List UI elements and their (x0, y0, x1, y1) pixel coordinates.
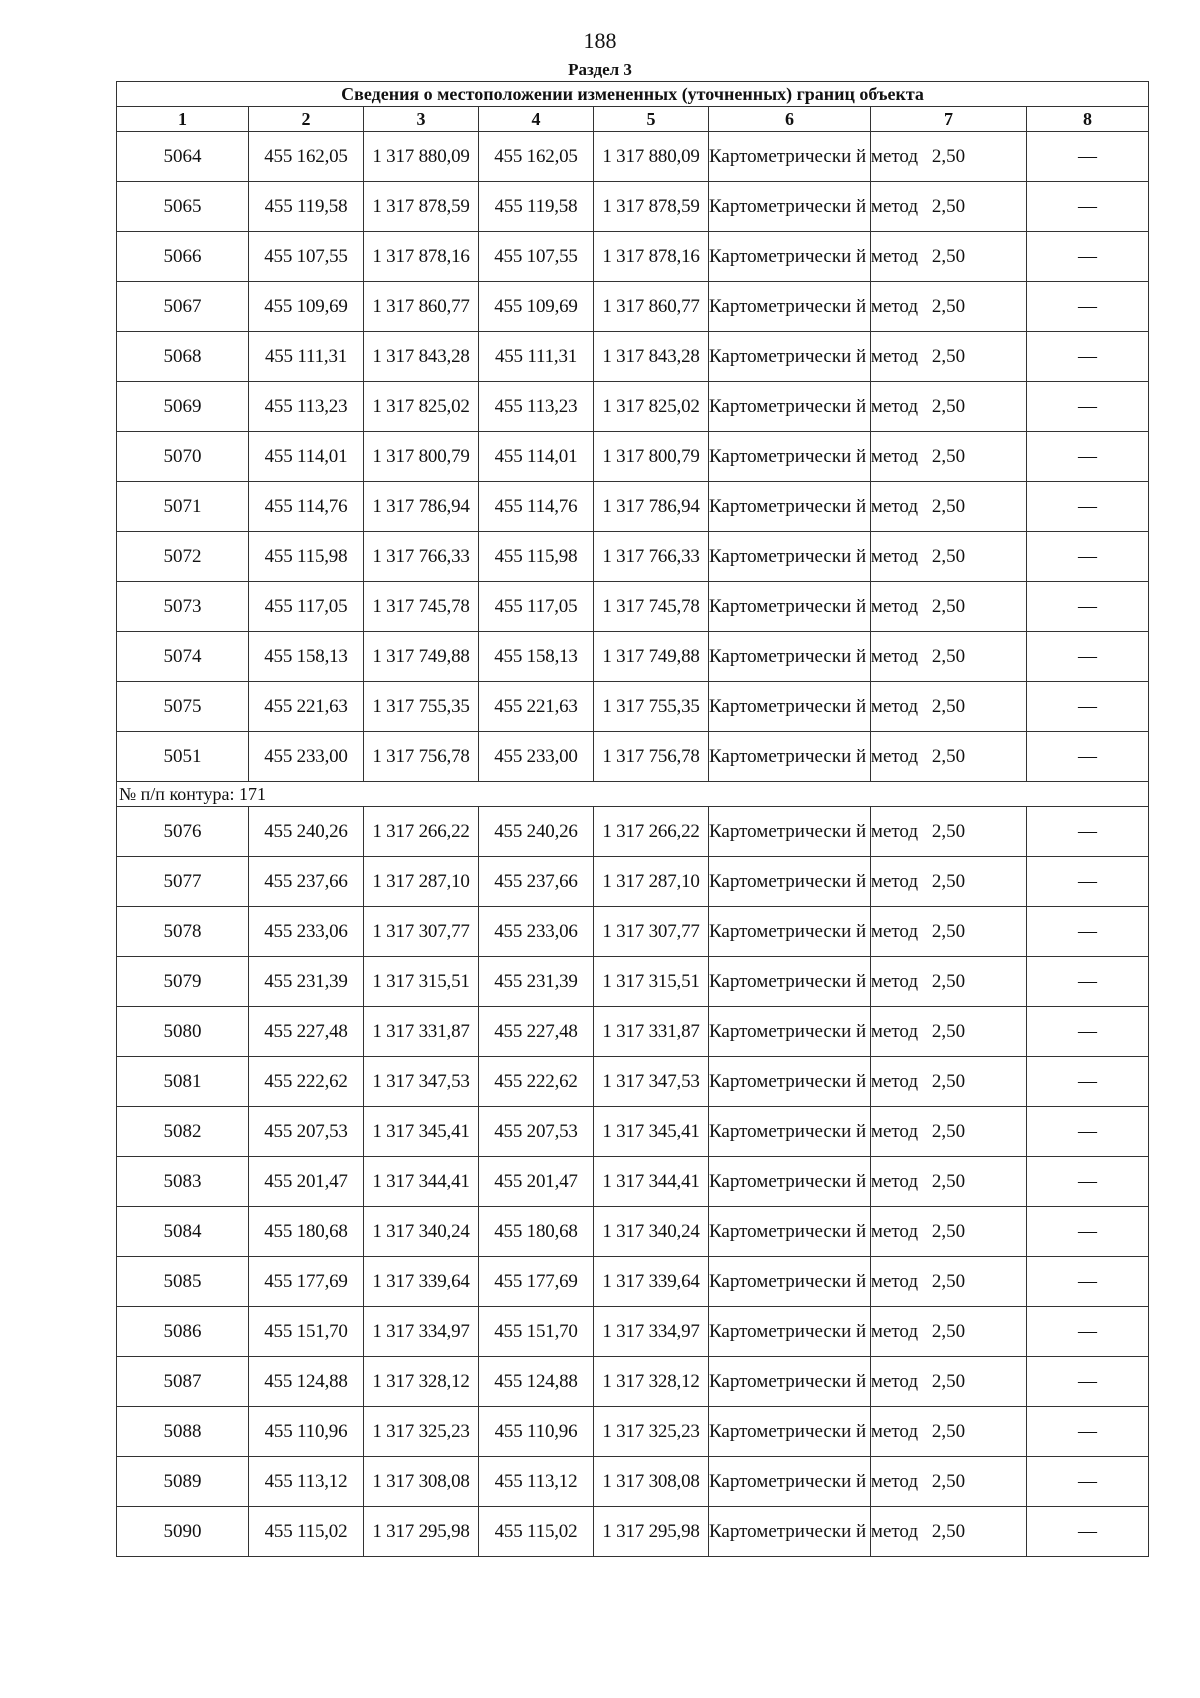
coord-x-cell: 455 107,55 (249, 232, 364, 282)
coord-y-cell: 1 317 800,79 (364, 432, 479, 482)
point-number-cell: 5083 (117, 1157, 249, 1207)
point-number-cell: 5070 (117, 432, 249, 482)
coord-x-cell: 455 201,47 (479, 1157, 594, 1207)
table-row (117, 682, 1149, 732)
precision-cell: 2,50 (871, 857, 1027, 907)
method-cell: Картометрически й метод (709, 1107, 871, 1157)
coord-x-cell: 455 233,00 (479, 732, 594, 782)
coord-x-cell: 455 113,12 (249, 1457, 364, 1507)
point-number-cell: 5075 (117, 682, 249, 732)
table-row (117, 132, 1149, 182)
coord-x-cell: 455 117,05 (249, 582, 364, 632)
method-cell: Картометрически й метод (709, 632, 871, 682)
coord-y-cell: 1 317 825,02 (594, 382, 709, 432)
precision-cell: 2,50 (871, 1357, 1027, 1407)
table-row (117, 957, 1149, 1007)
method-cell: Картометрически й метод (709, 232, 871, 282)
precision-cell: 2,50 (871, 482, 1027, 532)
table-row (117, 332, 1149, 382)
coord-y-cell: 1 317 860,77 (364, 282, 479, 332)
description-cell: — (1027, 1507, 1149, 1557)
method-cell: Картометрически й метод (709, 1507, 871, 1557)
description-cell: — (1027, 532, 1149, 582)
method-cell: Картометрически й метод (709, 532, 871, 582)
method-cell: Картометрически й метод (709, 907, 871, 957)
coord-x-cell: 455 222,62 (249, 1057, 364, 1107)
point-number-cell: 5079 (117, 957, 249, 1007)
precision-cell: 2,50 (871, 382, 1027, 432)
description-cell: — (1027, 382, 1149, 432)
point-number-cell: 5073 (117, 582, 249, 632)
point-number-cell: 5068 (117, 332, 249, 382)
precision-cell: 2,50 (871, 1407, 1027, 1457)
method-cell: Картометрически й метод (709, 382, 871, 432)
table-row (117, 907, 1149, 957)
coord-y-cell: 1 317 266,22 (594, 807, 709, 857)
section-title: Раздел 3 (568, 60, 632, 79)
coord-x-cell: 455 180,68 (249, 1207, 364, 1257)
coord-y-cell: 1 317 347,53 (594, 1057, 709, 1107)
coord-y-cell: 1 317 749,88 (594, 632, 709, 682)
coord-y-cell: 1 317 880,09 (364, 132, 479, 182)
coord-x-cell: 455 117,05 (479, 582, 594, 632)
coord-y-cell: 1 317 308,08 (594, 1457, 709, 1507)
coord-y-cell: 1 317 880,09 (594, 132, 709, 182)
method-cell: Картометрически й метод (709, 1057, 871, 1107)
description-cell: — (1027, 1157, 1149, 1207)
coord-x-cell: 455 240,26 (479, 807, 594, 857)
method-cell: Картометрически й метод (709, 957, 871, 1007)
contour-label: № п/п контура: 171 (117, 782, 1149, 807)
description-cell: — (1027, 1457, 1149, 1507)
coord-y-cell: 1 317 345,41 (594, 1107, 709, 1157)
point-number-cell: 5090 (117, 1507, 249, 1557)
coord-y-cell: 1 317 860,77 (594, 282, 709, 332)
table-row (117, 382, 1149, 432)
column-number-row (117, 107, 1149, 132)
coord-x-cell: 455 114,01 (249, 432, 364, 482)
table-row (117, 1207, 1149, 1257)
coord-y-cell: 1 317 328,12 (364, 1357, 479, 1407)
method-cell: Картометрически й метод (709, 1357, 871, 1407)
method-cell: Картометрически й метод (709, 1407, 871, 1457)
description-cell: — (1027, 632, 1149, 682)
column-number: 7 (871, 107, 1027, 132)
precision-cell: 2,50 (871, 282, 1027, 332)
precision-cell: 2,50 (871, 1107, 1027, 1157)
precision-cell: 2,50 (871, 132, 1027, 182)
description-cell: — (1027, 1107, 1149, 1157)
precision-cell: 2,50 (871, 432, 1027, 482)
column-number: 3 (364, 107, 479, 132)
coord-y-cell: 1 317 878,59 (364, 182, 479, 232)
coord-y-cell: 1 317 756,78 (364, 732, 479, 782)
description-cell: — (1027, 1407, 1149, 1457)
precision-cell: 2,50 (871, 632, 1027, 682)
description-cell: — (1027, 432, 1149, 482)
coord-x-cell: 455 207,53 (479, 1107, 594, 1157)
description-cell: — (1027, 332, 1149, 382)
coord-y-cell: 1 317 825,02 (364, 382, 479, 432)
coord-x-cell: 455 114,76 (479, 482, 594, 532)
point-number-cell: 5081 (117, 1057, 249, 1107)
table-row (117, 1507, 1149, 1557)
coord-x-cell: 455 119,58 (479, 182, 594, 232)
point-number-cell: 5086 (117, 1307, 249, 1357)
coord-y-cell: 1 317 766,33 (364, 532, 479, 582)
coord-x-cell: 455 233,00 (249, 732, 364, 782)
coord-x-cell: 455 162,05 (249, 132, 364, 182)
method-cell: Картометрически й метод (709, 1457, 871, 1507)
coord-y-cell: 1 317 755,35 (364, 682, 479, 732)
column-number: 8 (1027, 107, 1149, 132)
point-number-cell: 5087 (117, 1357, 249, 1407)
coord-x-cell: 455 227,48 (479, 1007, 594, 1057)
point-number-cell: 5076 (117, 807, 249, 857)
coord-y-cell: 1 317 340,24 (364, 1207, 479, 1257)
table-row (117, 1357, 1149, 1407)
precision-cell: 2,50 (871, 1007, 1027, 1057)
description-cell: — (1027, 907, 1149, 957)
coord-y-cell: 1 317 315,51 (364, 957, 479, 1007)
table-row (117, 482, 1149, 532)
coord-x-cell: 455 158,13 (479, 632, 594, 682)
column-number: 2 (249, 107, 364, 132)
point-number-cell: 5051 (117, 732, 249, 782)
precision-cell: 2,50 (871, 1507, 1027, 1557)
table-caption-row (117, 82, 1149, 107)
coord-x-cell: 455 110,96 (249, 1407, 364, 1457)
point-number-cell: 5088 (117, 1407, 249, 1457)
coord-y-cell: 1 317 745,78 (594, 582, 709, 632)
coord-x-cell: 455 162,05 (479, 132, 594, 182)
description-cell: — (1027, 807, 1149, 857)
point-number-cell: 5072 (117, 532, 249, 582)
point-number-cell: 5067 (117, 282, 249, 332)
coord-x-cell: 455 115,02 (479, 1507, 594, 1557)
point-number-cell: 5080 (117, 1007, 249, 1057)
coord-y-cell: 1 317 334,97 (364, 1307, 479, 1357)
coord-x-cell: 455 237,66 (249, 857, 364, 907)
precision-cell: 2,50 (871, 807, 1027, 857)
description-cell: — (1027, 1257, 1149, 1307)
description-cell: — (1027, 1357, 1149, 1407)
coord-x-cell: 455 114,01 (479, 432, 594, 482)
coord-x-cell: 455 107,55 (479, 232, 594, 282)
contour-row (117, 782, 1149, 807)
description-cell: — (1027, 857, 1149, 907)
point-number-cell: 5078 (117, 907, 249, 957)
method-cell: Картометрически й метод (709, 732, 871, 782)
coord-y-cell: 1 317 786,94 (364, 482, 479, 532)
point-number-cell: 5082 (117, 1107, 249, 1157)
method-cell: Картометрически й метод (709, 332, 871, 382)
coord-y-cell: 1 317 345,41 (364, 1107, 479, 1157)
coord-x-cell: 455 231,39 (249, 957, 364, 1007)
coord-x-cell: 455 158,13 (249, 632, 364, 682)
point-number-cell: 5084 (117, 1207, 249, 1257)
description-cell: — (1027, 957, 1149, 1007)
method-cell: Картометрически й метод (709, 857, 871, 907)
method-cell: Картометрически й метод (709, 1257, 871, 1307)
table-row (117, 1007, 1149, 1057)
coord-x-cell: 455 201,47 (249, 1157, 364, 1207)
method-cell: Картометрически й метод (709, 482, 871, 532)
table-row (117, 232, 1149, 282)
method-cell: Картометрически й метод (709, 682, 871, 732)
coord-y-cell: 1 317 331,87 (364, 1007, 479, 1057)
description-cell: — (1027, 132, 1149, 182)
table-row (117, 1257, 1149, 1307)
description-cell: — (1027, 482, 1149, 532)
description-cell: — (1027, 582, 1149, 632)
coord-y-cell: 1 317 339,64 (364, 1257, 479, 1307)
coord-y-cell: 1 317 347,53 (364, 1057, 479, 1107)
description-cell: — (1027, 732, 1149, 782)
table-row (117, 857, 1149, 907)
table-row (117, 182, 1149, 232)
coord-y-cell: 1 317 287,10 (364, 857, 479, 907)
table-body (117, 82, 1149, 1557)
coord-x-cell: 455 109,69 (249, 282, 364, 332)
table-caption: Сведения о местоположении измененных (уточненных) границ объекта (117, 82, 1149, 107)
coord-x-cell: 455 124,88 (249, 1357, 364, 1407)
coord-x-cell: 455 124,88 (479, 1357, 594, 1407)
table-row (117, 1457, 1149, 1507)
precision-cell: 2,50 (871, 532, 1027, 582)
coord-y-cell: 1 317 766,33 (594, 532, 709, 582)
coord-y-cell: 1 317 266,22 (364, 807, 479, 857)
coord-x-cell: 455 177,69 (479, 1257, 594, 1307)
method-cell: Картометрически й метод (709, 432, 871, 482)
precision-cell: 2,50 (871, 732, 1027, 782)
coord-x-cell: 455 113,23 (479, 382, 594, 432)
coord-y-cell: 1 317 878,59 (594, 182, 709, 232)
precision-cell: 2,50 (871, 1307, 1027, 1357)
coord-y-cell: 1 317 344,41 (364, 1157, 479, 1207)
coord-x-cell: 455 111,31 (249, 332, 364, 382)
coord-x-cell: 455 115,98 (249, 532, 364, 582)
method-cell: Картометрически й метод (709, 582, 871, 632)
precision-cell: 2,50 (871, 332, 1027, 382)
coord-y-cell: 1 317 756,78 (594, 732, 709, 782)
table-row (117, 1107, 1149, 1157)
coord-x-cell: 455 119,58 (249, 182, 364, 232)
description-cell: — (1027, 282, 1149, 332)
point-number-cell: 5064 (117, 132, 249, 182)
coord-x-cell: 455 233,06 (479, 907, 594, 957)
coord-x-cell: 455 114,76 (249, 482, 364, 532)
coord-y-cell: 1 317 295,98 (364, 1507, 479, 1557)
coord-y-cell: 1 317 325,23 (594, 1407, 709, 1457)
coord-x-cell: 455 151,70 (249, 1307, 364, 1357)
coord-x-cell: 455 221,63 (249, 682, 364, 732)
description-cell: — (1027, 1207, 1149, 1257)
precision-cell: 2,50 (871, 1207, 1027, 1257)
description-cell: — (1027, 232, 1149, 282)
coord-y-cell: 1 317 745,78 (364, 582, 479, 632)
column-number: 6 (709, 107, 871, 132)
description-cell: — (1027, 1307, 1149, 1357)
coord-y-cell: 1 317 749,88 (364, 632, 479, 682)
column-number: 5 (594, 107, 709, 132)
coord-y-cell: 1 317 843,28 (364, 332, 479, 382)
point-number-cell: 5069 (117, 382, 249, 432)
column-number: 4 (479, 107, 594, 132)
table-row (117, 532, 1149, 582)
table-row (117, 432, 1149, 482)
coord-y-cell: 1 317 878,16 (594, 232, 709, 282)
coord-y-cell: 1 317 325,23 (364, 1407, 479, 1457)
coord-y-cell: 1 317 315,51 (594, 957, 709, 1007)
coord-y-cell: 1 317 328,12 (594, 1357, 709, 1407)
precision-cell: 2,50 (871, 907, 1027, 957)
table-row (117, 632, 1149, 682)
coord-x-cell: 455 233,06 (249, 907, 364, 957)
coord-y-cell: 1 317 878,16 (364, 232, 479, 282)
precision-cell: 2,50 (871, 582, 1027, 632)
coord-x-cell: 455 177,69 (249, 1257, 364, 1307)
table-row (117, 582, 1149, 632)
point-number-cell: 5077 (117, 857, 249, 907)
coord-y-cell: 1 317 331,87 (594, 1007, 709, 1057)
precision-cell: 2,50 (871, 182, 1027, 232)
coord-x-cell: 455 110,96 (479, 1407, 594, 1457)
table-row (117, 807, 1149, 857)
description-cell: — (1027, 182, 1149, 232)
coord-y-cell: 1 317 307,77 (364, 907, 479, 957)
precision-cell: 2,50 (871, 1157, 1027, 1207)
description-cell: — (1027, 682, 1149, 732)
coord-y-cell: 1 317 307,77 (594, 907, 709, 957)
method-cell: Картометрически й метод (709, 132, 871, 182)
coord-y-cell: 1 317 755,35 (594, 682, 709, 732)
method-cell: Картометрически й метод (709, 1207, 871, 1257)
method-cell: Картометрически й метод (709, 1307, 871, 1357)
coordinates-table (116, 81, 1149, 1557)
coord-x-cell: 455 113,23 (249, 382, 364, 432)
coord-x-cell: 455 240,26 (249, 807, 364, 857)
coord-x-cell: 455 109,69 (479, 282, 594, 332)
coord-x-cell: 455 115,98 (479, 532, 594, 582)
point-number-cell: 5074 (117, 632, 249, 682)
precision-cell: 2,50 (871, 1457, 1027, 1507)
method-cell: Картометрически й метод (709, 182, 871, 232)
coord-y-cell: 1 317 800,79 (594, 432, 709, 482)
coord-y-cell: 1 317 786,94 (594, 482, 709, 532)
method-cell: Картометрически й метод (709, 282, 871, 332)
coord-x-cell: 455 231,39 (479, 957, 594, 1007)
table-row (117, 732, 1149, 782)
precision-cell: 2,50 (871, 682, 1027, 732)
point-number-cell: 5089 (117, 1457, 249, 1507)
coord-y-cell: 1 317 339,64 (594, 1257, 709, 1307)
coord-x-cell: 455 113,12 (479, 1457, 594, 1507)
table-row (117, 282, 1149, 332)
coord-x-cell: 455 207,53 (249, 1107, 364, 1157)
coord-x-cell: 455 115,02 (249, 1507, 364, 1557)
precision-cell: 2,50 (871, 957, 1027, 1007)
coord-x-cell: 455 222,62 (479, 1057, 594, 1107)
description-cell: — (1027, 1057, 1149, 1107)
method-cell: Картометрически й метод (709, 1007, 871, 1057)
coord-y-cell: 1 317 340,24 (594, 1207, 709, 1257)
method-cell: Картометрически й метод (709, 1157, 871, 1207)
page-number: 188 (583, 28, 617, 53)
point-number-cell: 5066 (117, 232, 249, 282)
point-number-cell: 5065 (117, 182, 249, 232)
precision-cell: 2,50 (871, 1057, 1027, 1107)
coord-x-cell: 455 111,31 (479, 332, 594, 382)
coord-y-cell: 1 317 843,28 (594, 332, 709, 382)
point-number-cell: 5071 (117, 482, 249, 532)
description-cell: — (1027, 1007, 1149, 1057)
coord-x-cell: 455 227,48 (249, 1007, 364, 1057)
column-number: 1 (117, 107, 249, 132)
coord-y-cell: 1 317 308,08 (364, 1457, 479, 1507)
point-number-cell: 5085 (117, 1257, 249, 1307)
precision-cell: 2,50 (871, 1257, 1027, 1307)
table-row (117, 1307, 1149, 1357)
method-cell: Картометрически й метод (709, 807, 871, 857)
precision-cell: 2,50 (871, 232, 1027, 282)
coord-y-cell: 1 317 334,97 (594, 1307, 709, 1357)
coord-y-cell: 1 317 344,41 (594, 1157, 709, 1207)
coord-x-cell: 455 180,68 (479, 1207, 594, 1257)
coord-y-cell: 1 317 295,98 (594, 1507, 709, 1557)
table-row (117, 1157, 1149, 1207)
coord-x-cell: 455 237,66 (479, 857, 594, 907)
table-row (117, 1407, 1149, 1457)
coord-x-cell: 455 221,63 (479, 682, 594, 732)
coord-y-cell: 1 317 287,10 (594, 857, 709, 907)
coord-x-cell: 455 151,70 (479, 1307, 594, 1357)
table-row (117, 1057, 1149, 1107)
